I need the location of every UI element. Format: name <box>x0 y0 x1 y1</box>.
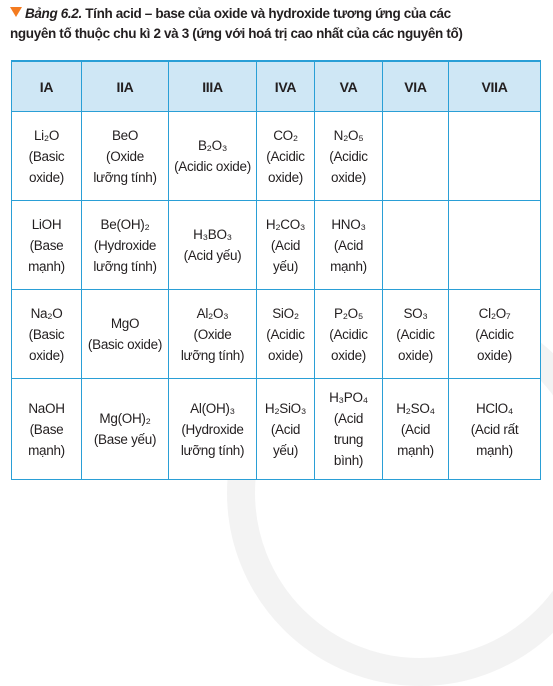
table-cell <box>169 290 257 379</box>
cell-formula: MgO <box>110 316 140 331</box>
table-cell <box>315 379 383 480</box>
header-IIIA: IIIA <box>169 61 257 112</box>
table-cell <box>449 379 541 480</box>
table-cell <box>315 290 383 379</box>
header-VA: VA <box>315 61 383 112</box>
cell-formula: H₃PO₄ <box>329 390 368 405</box>
cell-description: (Acid rất mạnh) <box>470 421 519 458</box>
cell-description: (Basic oxide) <box>87 337 163 352</box>
cell-formula: B₂O₃ <box>197 138 228 153</box>
cell-description: (Acid trung bình) <box>333 411 364 468</box>
header-IIA: IIA <box>82 61 169 112</box>
cell-description: (Acid mạnh) <box>397 421 434 458</box>
cell-formula: H₃BO₃ <box>193 227 232 242</box>
table-cell <box>257 201 315 290</box>
cell-description: (Basic oxide) <box>28 326 65 363</box>
table-cell <box>169 201 257 290</box>
table-cell <box>169 112 257 201</box>
table-cell <box>82 112 169 201</box>
cell-description: (Acidic oxide) <box>174 159 251 174</box>
cell-formula: N₂O₅ <box>333 127 364 143</box>
caption-label: Bảng 6.2. <box>25 6 82 21</box>
cell-formula: P₂O₅ <box>334 305 363 321</box>
cell-formula: SiO₂ <box>272 305 299 321</box>
header-VIIA: VIIA <box>449 61 541 112</box>
cell-description: (Acid yếu) <box>183 248 242 263</box>
cell-description: (Acid mạnh) <box>330 237 367 274</box>
cell-formula: Mg(OH)₂ <box>99 411 151 426</box>
table-cell <box>12 290 82 379</box>
table-cell <box>383 379 449 480</box>
table-row <box>12 290 541 379</box>
cell-description: (Base mạnh) <box>28 237 65 274</box>
table-cell <box>12 201 82 290</box>
table-cell <box>315 112 383 201</box>
cell-description: (Acidic oxide) <box>329 326 368 363</box>
cell-description: (Hydroxide lưỡng tính) <box>93 237 157 274</box>
cell-description: (Acid yếu) <box>270 237 301 274</box>
cell-formula: NaOH <box>28 400 65 416</box>
cell-description: (Acidic oxide) <box>266 326 305 363</box>
cell-description: (Oxide lưỡng tính) <box>180 326 245 363</box>
cell-description: (Acid yếu) <box>270 421 301 458</box>
caption-title-line1: Tính acid – base của oxide và hydroxide tương ứng của các <box>85 6 451 21</box>
cell-formula: H₂SO₄ <box>396 400 435 416</box>
header-row <box>12 61 541 112</box>
cell-formula: H₂SiO₃ <box>264 400 307 416</box>
cell-formula: HNO₃ <box>331 216 366 232</box>
header-IA: IA <box>12 61 82 112</box>
cell-formula: Li₂O <box>33 127 60 143</box>
cell-formula: Al(OH)₃ <box>190 400 235 416</box>
table-cell <box>82 379 169 480</box>
cell-formula: Be(OH)₂ <box>100 216 150 232</box>
table-cell-empty <box>449 201 541 290</box>
cell-formula: CO₂ <box>273 127 298 143</box>
cell-description: (Basic oxide) <box>28 148 65 185</box>
table-row <box>12 379 541 480</box>
cell-formula: SO₃ <box>403 305 428 321</box>
table-cell <box>12 112 82 201</box>
table-cell <box>257 290 315 379</box>
table-cell <box>383 290 449 379</box>
header-IVA: IVA <box>257 61 315 112</box>
table-cell <box>82 290 169 379</box>
cell-formula: H₂CO₃ <box>265 216 306 232</box>
acid-base-table <box>11 60 541 480</box>
cell-formula: Cl₂O₇ <box>478 305 511 321</box>
table-cell <box>449 290 541 379</box>
cell-formula: HClO₄ <box>475 400 513 416</box>
cell-formula: LiOH <box>31 216 62 232</box>
cell-description: (Hydroxide lưỡng tính) <box>180 421 245 458</box>
table-row <box>12 201 541 290</box>
cell-description: (Base yếu) <box>93 432 157 447</box>
cell-formula: BeO <box>111 127 139 143</box>
table-cell <box>169 379 257 480</box>
table-cell <box>257 112 315 201</box>
cell-description: (Acidic oxide) <box>396 326 435 363</box>
cell-formula: Al₂O₃ <box>196 305 229 321</box>
table-cell <box>257 379 315 480</box>
cell-description: (Base mạnh) <box>28 421 65 458</box>
header-VIA: VIA <box>383 61 449 112</box>
cell-description: (Acidic oxide) <box>266 148 305 185</box>
caption-title-line2: nguyên tố thuộc chu kì 2 và 3 (ứng với hoá trị cao nhất của các nguyên tố) <box>10 26 463 41</box>
table-cell <box>12 379 82 480</box>
table-cell <box>82 201 169 290</box>
table-caption <box>10 4 550 44</box>
table-cell-empty <box>383 201 449 290</box>
cell-description: (Acidic oxide) <box>475 326 514 363</box>
cell-description: (Acidic oxide) <box>329 148 368 185</box>
table-cell-empty <box>449 112 541 201</box>
caption-triangle-icon <box>10 7 22 17</box>
table-cell-empty <box>383 112 449 201</box>
cell-formula: Na₂O <box>30 305 63 321</box>
table-row <box>12 112 541 201</box>
table-cell <box>315 201 383 290</box>
cell-description: (Oxide lưỡng tính) <box>93 148 157 185</box>
